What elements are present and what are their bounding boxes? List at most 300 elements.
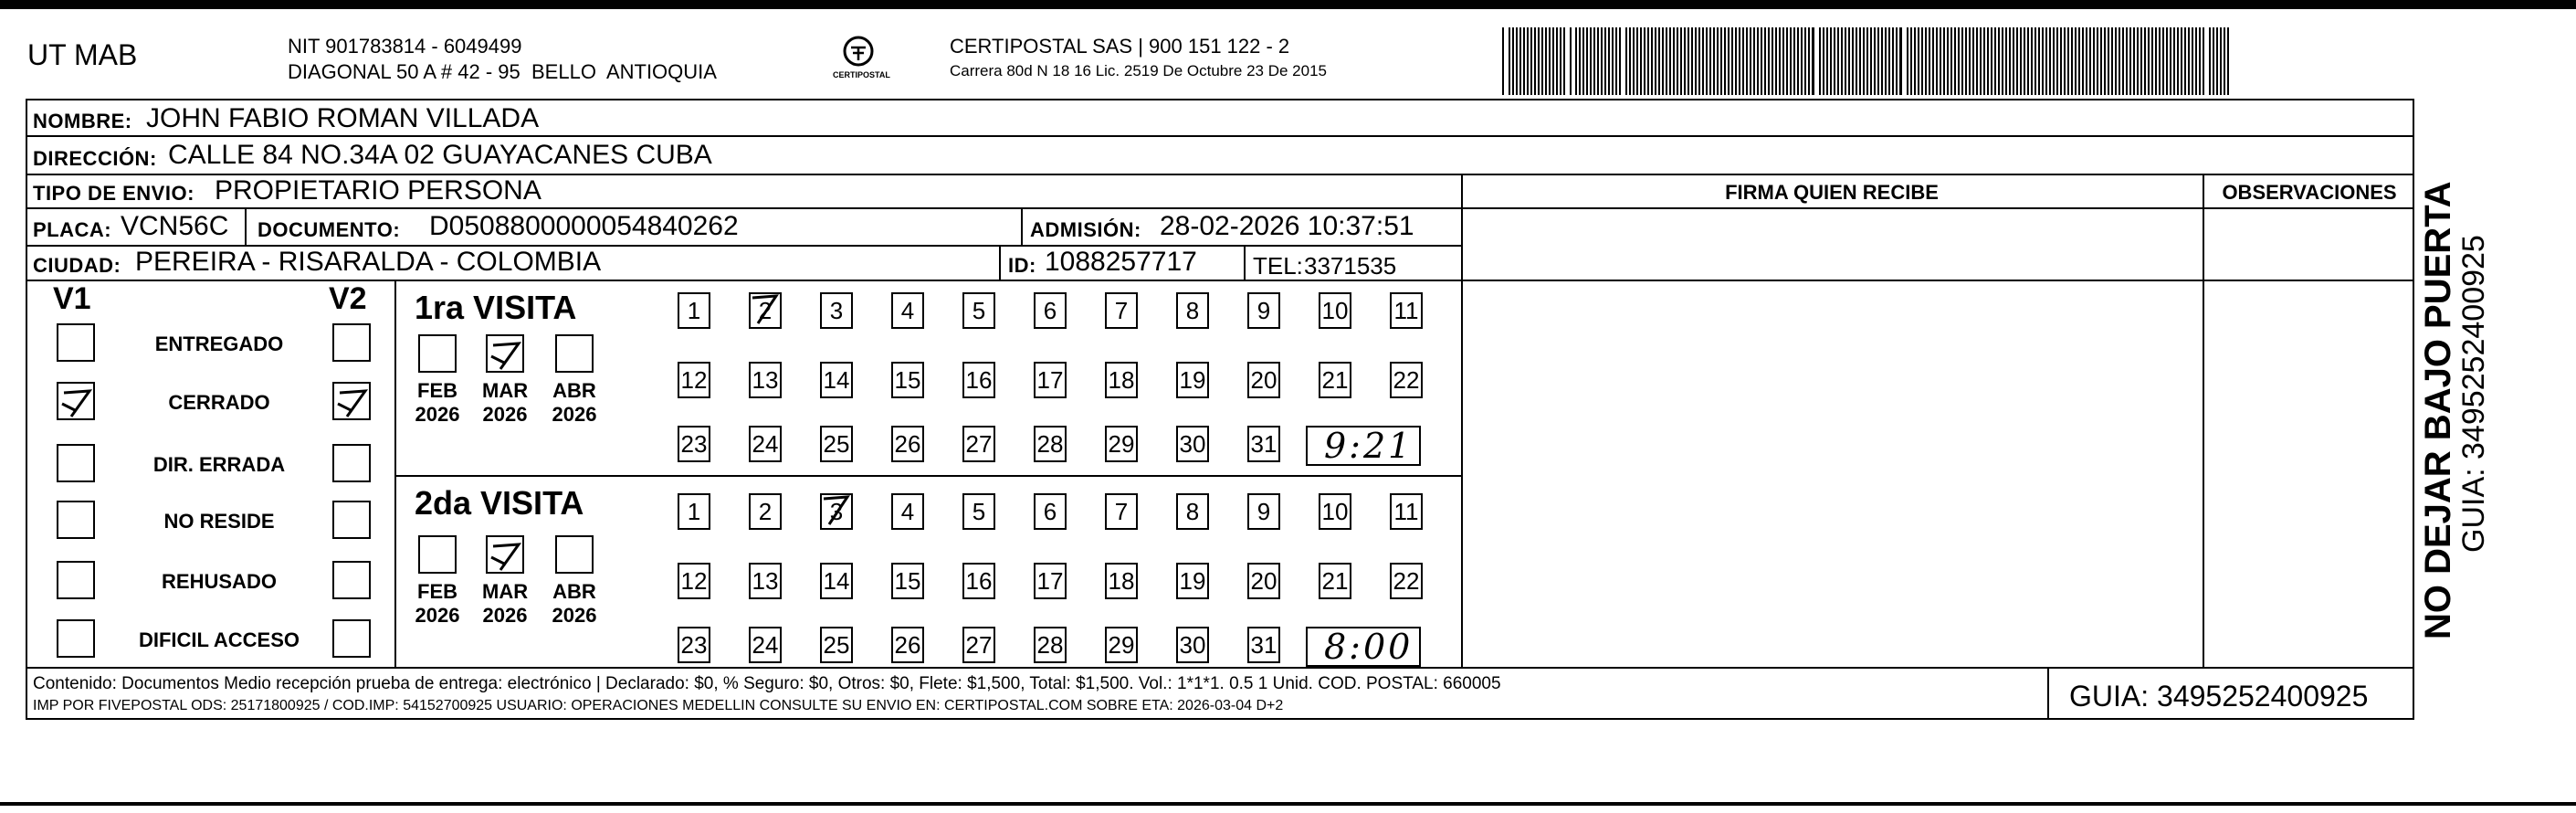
barcode-bar	[1563, 27, 1565, 95]
day-box[interactable]: 30	[1176, 426, 1209, 462]
barcode-bar	[1590, 27, 1592, 95]
barcode-bar	[1782, 27, 1784, 95]
barcode-bar	[2104, 27, 2106, 95]
barcode-bar	[1662, 27, 1664, 95]
barcode-bar	[1961, 27, 1963, 95]
handwritten-mark-icon	[749, 292, 782, 327]
company-name: CERTIPOSTAL SAS | 900 151 122 - 2	[950, 35, 1290, 58]
day-box[interactable]: 24	[749, 426, 782, 462]
barcode-bar	[1750, 27, 1751, 95]
ciudad-label: CIUDAD:	[33, 254, 121, 277]
barcode-bar	[1936, 27, 1938, 95]
barcode-bar	[1731, 27, 1733, 95]
barcode-bar	[1570, 27, 1572, 95]
barcode-bar	[1625, 27, 1627, 95]
barcode-bar	[2126, 27, 2128, 95]
barcode-bar	[1779, 27, 1781, 95]
barcode-bar	[1742, 27, 1744, 95]
v2-checkbox[interactable]	[332, 619, 371, 658]
barcode-bar	[1870, 27, 1872, 95]
no-dejar-bajo-puerta: NO DEJAR BAJO PUERTA	[2418, 181, 2458, 639]
barcode-bar	[2144, 27, 2146, 95]
barcode-bar	[1837, 27, 1839, 95]
day-box[interactable]: 4	[891, 292, 924, 329]
day-box[interactable]: 19	[1176, 362, 1209, 398]
day-box[interactable]: 6	[1034, 493, 1067, 530]
barcode-bar	[1579, 27, 1581, 95]
direccion-value: CALLE 84 NO.34A 02 GUAYACANES CUBA	[168, 140, 712, 170]
barcode-bar	[1612, 27, 1614, 95]
barcode-bar	[2173, 27, 2175, 95]
month-checkbox[interactable]	[418, 334, 457, 373]
first-visit-title: 1ra VISITA	[415, 289, 577, 326]
day-box[interactable]: 31	[1247, 627, 1280, 663]
barcode-bar	[2038, 27, 2040, 95]
v2-label: V2	[329, 281, 367, 316]
barcode-bar	[1512, 27, 1514, 95]
barcode-bar	[2078, 27, 2080, 95]
barcode-bar	[1856, 27, 1857, 95]
barcode-bar	[1888, 27, 1890, 95]
status-label: REHUSADO	[162, 570, 277, 593]
day-box[interactable]: 5	[962, 493, 995, 530]
placa-value: VCN56C	[121, 211, 229, 241]
barcode-bar	[2031, 27, 2033, 95]
barcode-bar	[1586, 27, 1588, 95]
day-box[interactable]: 5	[962, 292, 995, 329]
barcode-bar	[1892, 27, 1894, 95]
barcode-bar	[1545, 27, 1547, 95]
v2-checkbox[interactable]	[332, 561, 371, 599]
barcode-bar	[1757, 27, 1759, 95]
barcode-bar	[1830, 27, 1832, 95]
year-label: 2026	[552, 604, 597, 627]
barcode-bar	[1812, 27, 1814, 95]
day-box[interactable]: 30	[1176, 627, 1209, 663]
day-box[interactable]: 1	[678, 292, 710, 329]
barcode-bar	[1983, 27, 1985, 95]
barcode-bar	[1761, 27, 1762, 95]
day-box[interactable]: 29	[1105, 426, 1138, 462]
month-label: MAR	[482, 580, 529, 603]
barcode-bar	[1994, 27, 1996, 95]
barcode-bar	[1910, 27, 1912, 95]
v1-checkbox[interactable]	[57, 382, 95, 420]
month-label: MAR	[482, 379, 529, 402]
day-box[interactable]: 9	[1247, 292, 1280, 329]
barcode-bar	[1899, 27, 1902, 95]
barcode-bar	[1728, 27, 1730, 95]
barcode-bar	[1950, 27, 1952, 95]
barcode-bar	[2192, 27, 2193, 95]
barcode-bar	[2119, 27, 2120, 95]
barcode-bar	[1863, 27, 1865, 95]
barcode-bar	[2184, 27, 2186, 95]
barcode-bar	[1666, 27, 1667, 95]
company-license: Carrera 80d N 18 16 Lic. 2519 De Octubre 23 De 2015	[950, 62, 1327, 79]
barcode-bar	[1914, 27, 1916, 95]
barcode-bar	[1841, 27, 1843, 95]
barcode-bar	[2170, 27, 2171, 95]
logo-icon	[842, 35, 875, 68]
barcode-bar	[1698, 27, 1700, 95]
barcode-bar	[2166, 27, 2168, 95]
barcode-bar	[2056, 27, 2058, 95]
day-box[interactable]: 21	[1319, 362, 1351, 398]
day-box[interactable]: 12	[678, 563, 710, 599]
barcode-bar	[1593, 27, 1595, 95]
day-box[interactable]: 29	[1105, 627, 1138, 663]
barcode-bar	[1633, 27, 1635, 95]
barcode-bar	[1932, 27, 1934, 95]
barcode-bar	[1881, 27, 1883, 95]
barcode-bar	[1925, 27, 1927, 95]
v1-checkbox[interactable]	[57, 323, 95, 362]
day-box[interactable]: 16	[962, 563, 995, 599]
status-label: ENTREGADO	[154, 333, 284, 355]
day-box[interactable]: 9	[1247, 493, 1280, 530]
barcode-bar	[1976, 27, 1978, 95]
barcode-bar	[2159, 27, 2161, 95]
barcode-bar	[1739, 27, 1740, 95]
day-box[interactable]: 8	[1176, 493, 1209, 530]
firma-label: FIRMA QUIEN RECIBE	[1725, 181, 1939, 204]
barcode-bar	[1615, 27, 1617, 95]
day-box[interactable]: 7	[1105, 292, 1138, 329]
barcode-bar	[1717, 27, 1719, 95]
barcode-bar	[2027, 27, 2029, 95]
day-box[interactable]: 22	[1390, 362, 1423, 398]
barcode-bar	[1859, 27, 1861, 95]
ut-label: UT MAB	[27, 38, 138, 71]
barcode-bar	[1706, 27, 1708, 95]
barcode-bar	[1848, 27, 1850, 95]
barcode-bar	[2042, 27, 2044, 95]
barcode-bar	[1709, 27, 1711, 95]
v2-checkbox[interactable]	[332, 382, 371, 420]
day-box[interactable]: 15	[891, 563, 924, 599]
barcode-bar	[1695, 27, 1697, 95]
day-box[interactable]: 28	[1034, 627, 1067, 663]
day-box[interactable]: 15	[891, 362, 924, 398]
day-box[interactable]: 20	[1247, 563, 1280, 599]
day-box[interactable]: 17	[1034, 563, 1067, 599]
v2-checkbox[interactable]	[332, 501, 371, 539]
v2-checkbox[interactable]	[332, 444, 371, 482]
year-label: 2026	[415, 403, 460, 426]
day-box[interactable]: 23	[678, 426, 710, 462]
tel-value: 3371535	[1304, 252, 1397, 280]
barcode-bar	[1987, 27, 1989, 95]
day-box[interactable]: 2	[749, 493, 782, 530]
barcode-bar	[1764, 27, 1766, 95]
barcode-bar	[1516, 27, 1518, 95]
tipo-envio-label: TIPO DE ENVIO:	[33, 182, 195, 205]
barcode-bar	[1538, 27, 1540, 95]
month-checkbox[interactable]	[555, 535, 594, 574]
day-box[interactable]: 21	[1319, 563, 1351, 599]
barcode-bar	[2093, 27, 2095, 95]
barcode-bar	[1980, 27, 1982, 95]
month-checkbox[interactable]	[486, 334, 524, 373]
barcode-bar	[1768, 27, 1770, 95]
day-box[interactable]: 8	[1176, 292, 1209, 329]
footer-print-info: IMP POR FIVEPOSTAL ODS: 25171800925 / COD.IMP: 54152700925 USUARIO: OPERACIONES MEDELLIN CONSULTE SU ENVIO EN: CERTIPOSTAL.COM SOBRE ETA: 2026-03-04 D+2	[33, 698, 1284, 713]
handwritten-check-icon	[488, 537, 524, 574]
day-box[interactable]: 22	[1390, 563, 1423, 599]
barcode-bar	[2140, 27, 2142, 95]
barcode-bar	[2024, 27, 2025, 95]
barcode-bar	[1601, 27, 1603, 95]
barcode-bar	[1552, 27, 1554, 95]
barcode-bar	[1874, 27, 1876, 95]
barcode-bar	[1509, 27, 1510, 95]
barcode-bar	[2199, 27, 2201, 95]
barcode-bar	[2045, 27, 2047, 95]
barcode-bar	[2224, 27, 2225, 95]
barcode-bar	[1541, 27, 1543, 95]
day-box[interactable]: 19	[1176, 563, 1209, 599]
footer-contents: Contenido: Documentos Medio recepción prueba de entrega: electrónico | Declarado: $0, % Seguro: $0, Otros: $0, Flete: $1,500, Total: $1,500. Vol.: 1*1*1. 0.5 1 Unid. COD. POSTAL: 660005	[33, 674, 1501, 693]
top-border	[0, 0, 2576, 9]
barcode-bar	[1597, 27, 1599, 95]
barcode-bar	[1582, 27, 1584, 95]
tipo-envio-value: PROPIETARIO PERSONA	[215, 175, 541, 206]
barcode-bar	[1658, 27, 1660, 95]
barcode-bar	[2227, 27, 2229, 95]
barcode-bar	[1823, 27, 1824, 95]
day-box[interactable]: 10	[1319, 493, 1351, 530]
v1-checkbox[interactable]	[57, 501, 95, 539]
v1-checkbox[interactable]	[57, 619, 95, 658]
day-box[interactable]: 31	[1247, 426, 1280, 462]
barcode-bar	[1801, 27, 1803, 95]
barcode-bar	[1797, 27, 1799, 95]
barcode-bar	[1772, 27, 1773, 95]
month-checkbox[interactable]	[555, 334, 594, 373]
barcode-bar	[1604, 27, 1606, 95]
month-checkbox[interactable]	[486, 535, 524, 574]
month-label: ABR	[552, 580, 596, 603]
day-box[interactable]: 27	[962, 627, 995, 663]
handwritten-time: 8:00	[1324, 627, 1414, 667]
day-box[interactable]: 12	[678, 362, 710, 398]
nombre-label: NOMBRE:	[33, 110, 132, 132]
v2-checkbox[interactable]	[332, 323, 371, 362]
side-guia: GUIA: 3495252400925	[2456, 235, 2491, 553]
barcode-bar	[2086, 27, 2087, 95]
barcode-bar	[2151, 27, 2153, 95]
certipostal-logo	[833, 35, 890, 79]
day-box[interactable]: 26	[891, 426, 924, 462]
barcode-bar	[2177, 27, 2179, 95]
barcode-bar	[1560, 27, 1561, 95]
day-box[interactable]: 16	[962, 362, 995, 398]
day-box[interactable]: 18	[1105, 563, 1138, 599]
observaciones-label: OBSERVACIONES	[2222, 181, 2397, 204]
barcode-bar	[1947, 27, 1949, 95]
day-box[interactable]: 4	[891, 493, 924, 530]
barcode-bar	[1790, 27, 1792, 95]
barcode-bar	[2020, 27, 2022, 95]
barcode-bar	[1527, 27, 1529, 95]
day-box[interactable]: 2	[749, 292, 782, 329]
barcode-bar	[1929, 27, 1930, 95]
barcode-bar	[1826, 27, 1828, 95]
barcode	[1502, 27, 2233, 95]
barcode-bar	[2049, 27, 2051, 95]
admision-value: 28-02-2026 10:37:51	[1160, 211, 1414, 241]
barcode-bar	[1549, 27, 1551, 95]
barcode-bar	[1702, 27, 1704, 95]
barcode-bar	[1651, 27, 1653, 95]
barcode-bar	[2089, 27, 2091, 95]
barcode-bar	[1530, 27, 1532, 95]
month-label: ABR	[552, 379, 596, 402]
day-box[interactable]: 25	[820, 627, 853, 663]
barcode-bar	[2082, 27, 2084, 95]
barcode-bar	[1819, 27, 1821, 95]
barcode-bar	[2129, 27, 2131, 95]
barcode-bar	[2067, 27, 2069, 95]
ciudad-value: PEREIRA - RISARALDA - COLOMBIA	[135, 247, 602, 277]
barcode-bar	[1877, 27, 1879, 95]
nombre-value: JOHN FABIO ROMAN VILLADA	[146, 103, 540, 133]
barcode-bar	[1684, 27, 1686, 95]
barcode-bar	[2133, 27, 2135, 95]
barcode-bar	[1677, 27, 1678, 95]
barcode-bar	[1958, 27, 1960, 95]
barcode-bar	[1502, 27, 1504, 95]
time-box[interactable]	[1306, 426, 1421, 466]
barcode-bar	[2009, 27, 2011, 95]
sender-address: DIAGONAL 50 A # 42 - 95 BELLO ANTIOQUIA	[288, 60, 717, 83]
year-label: 2026	[482, 604, 528, 627]
day-box[interactable]: 13	[749, 362, 782, 398]
day-box[interactable]: 17	[1034, 362, 1067, 398]
barcode-bar	[2155, 27, 2157, 95]
handwritten-check-icon	[58, 384, 95, 420]
status-label: CERRADO	[168, 391, 270, 414]
day-box[interactable]: 20	[1247, 362, 1280, 398]
time-box[interactable]	[1306, 627, 1421, 667]
barcode-bar	[2002, 27, 2003, 95]
barcode-bar	[2035, 27, 2036, 95]
year-label: 2026	[415, 604, 460, 627]
day-box[interactable]: 25	[820, 426, 853, 462]
day-box[interactable]: 27	[962, 426, 995, 462]
barcode-bar	[1753, 27, 1755, 95]
barcode-bar	[2137, 27, 2139, 95]
barcode-bar	[1969, 27, 1971, 95]
day-box[interactable]: 24	[749, 627, 782, 663]
month-label: FEB	[417, 379, 457, 402]
barcode-bar	[1680, 27, 1682, 95]
month-checkbox[interactable]	[418, 535, 457, 574]
barcode-bar	[1673, 27, 1675, 95]
barcode-bar	[1866, 27, 1868, 95]
barcode-bar	[2064, 27, 2066, 95]
id-value: 1088257717	[1045, 247, 1197, 277]
barcode-bar	[2005, 27, 2007, 95]
barcode-bar	[2060, 27, 2062, 95]
barcode-bar	[1852, 27, 1854, 95]
barcode-bar	[2213, 27, 2214, 95]
barcode-bar	[1713, 27, 1715, 95]
v1-checkbox[interactable]	[57, 561, 95, 599]
day-box[interactable]: 13	[749, 563, 782, 599]
barcode-bar	[1640, 27, 1642, 95]
day-box[interactable]: 11	[1390, 292, 1423, 329]
day-box[interactable]: 11	[1390, 493, 1423, 530]
year-label: 2026	[552, 403, 597, 426]
admision-label: ADMISIÓN:	[1030, 218, 1141, 241]
day-box[interactable]: 10	[1319, 292, 1351, 329]
barcode-bar	[2188, 27, 2190, 95]
day-box[interactable]: 7	[1105, 493, 1138, 530]
documento-value: D0508800000054840262	[429, 211, 739, 241]
day-box[interactable]: 6	[1034, 292, 1067, 329]
day-box[interactable]: 26	[891, 627, 924, 663]
barcode-bar	[2111, 27, 2113, 95]
barcode-bar	[2100, 27, 2102, 95]
barcode-bar	[2071, 27, 2073, 95]
barcode-bar	[1943, 27, 1945, 95]
day-box[interactable]: 14	[820, 563, 853, 599]
barcode-bar	[2016, 27, 2018, 95]
barcode-bar	[2203, 27, 2204, 95]
barcode-bar	[1804, 27, 1806, 95]
barcode-bar	[1644, 27, 1645, 95]
day-box[interactable]: 14	[820, 362, 853, 398]
barcode-bar	[2013, 27, 2014, 95]
barcode-bar	[1519, 27, 1521, 95]
bottom-border	[0, 802, 2576, 806]
v1-checkbox[interactable]	[57, 444, 95, 482]
handwritten-mark-icon	[820, 493, 853, 528]
day-box[interactable]: 18	[1105, 362, 1138, 398]
day-box[interactable]: 1	[678, 493, 710, 530]
barcode-bar	[2108, 27, 2109, 95]
day-box[interactable]: 23	[678, 627, 710, 663]
day-box[interactable]: 3	[820, 493, 853, 530]
barcode-bar	[1575, 27, 1577, 95]
barcode-bar	[2195, 27, 2197, 95]
documento-label: DOCUMENTO:	[258, 218, 401, 241]
barcode-bar	[1786, 27, 1788, 95]
year-label: 2026	[482, 403, 528, 426]
barcode-bar	[2122, 27, 2124, 95]
barcode-bar	[2162, 27, 2164, 95]
barcode-bar	[1636, 27, 1638, 95]
status-label: NO RESIDE	[163, 510, 275, 533]
barcode-bar	[1534, 27, 1536, 95]
barcode-bar	[1965, 27, 1967, 95]
barcode-bar	[1918, 27, 1919, 95]
direccion-label: DIRECCIÓN:	[33, 147, 157, 170]
barcode-bar	[1991, 27, 1992, 95]
handwritten-time: 9:21	[1324, 426, 1414, 466]
barcode-bar	[2148, 27, 2150, 95]
barcode-bar	[1724, 27, 1726, 95]
day-box[interactable]: 3	[820, 292, 853, 329]
day-box[interactable]: 28	[1034, 426, 1067, 462]
barcode-bar	[1940, 27, 1941, 95]
barcode-bar	[1972, 27, 1974, 95]
barcode-bar	[1735, 27, 1737, 95]
barcode-bar	[2075, 27, 2077, 95]
handwritten-check-icon	[488, 336, 524, 373]
